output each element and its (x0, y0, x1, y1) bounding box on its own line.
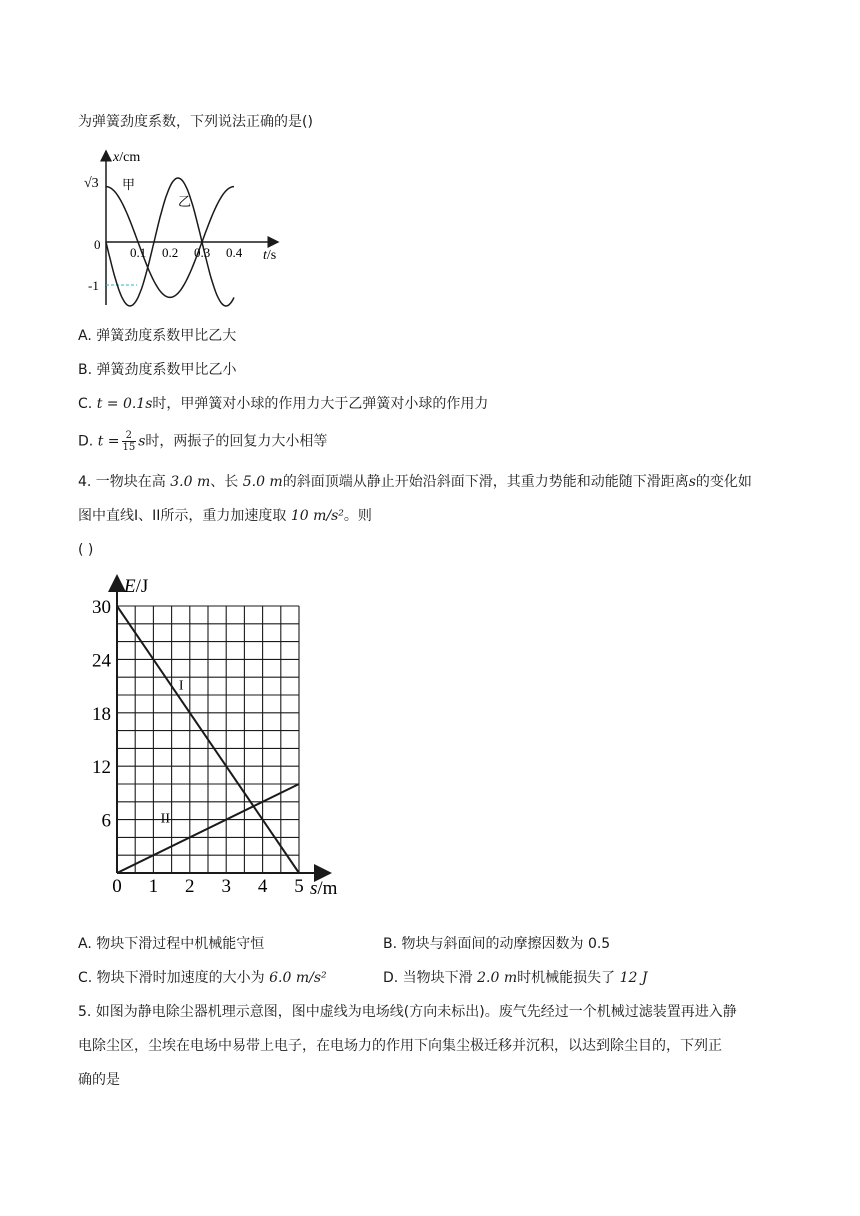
x-tick-0-3: 0.3 (194, 245, 211, 260)
q3-option-d: D. t = $\frac{2}{15}$ s时，两振子的回复力大小相等 (78, 430, 328, 453)
y-tick-label: 6 (101, 810, 111, 832)
q3-option-c: C. t = 0.1s时，甲弹簧对小球的作用力大于乙弹簧对小球的作用力 (78, 396, 489, 412)
x-tick-0-2: 0.2 (162, 245, 179, 260)
curve-jia-label: 甲 (122, 177, 136, 192)
q3-option-a: A. 弹簧劲度系数甲比乙大 (78, 328, 237, 344)
q4-option-b: B. 物块与斜面间的动摩擦因数为 0.5 (383, 936, 611, 952)
chart-x-axis-label: s/m (310, 878, 338, 899)
x-tick-label: 4 (257, 876, 268, 897)
intro-text: 为弹簧劲度系数，下列说法正确的是() (78, 114, 313, 130)
q4-option-d: D. 当物块下滑 2.0 m时机械能损失了 12 J (383, 970, 648, 986)
oscillation-graph (80, 145, 290, 315)
energy-chart (84, 572, 354, 902)
q4-answer-blank: ( ) (78, 542, 94, 558)
series-label-i: I (178, 678, 184, 694)
y-axis-label: x/cm (113, 150, 141, 165)
y-tick-label: 12 (92, 757, 111, 779)
x-tick-label: 1 (148, 876, 159, 897)
y-tick-label: 30 (92, 597, 111, 618)
curve-yi-label: 乙 (178, 194, 192, 209)
y-tick-sqrt3: √3 (84, 176, 99, 191)
q5-stem-line2: 电除尘区，尘埃在电场中易带上电子，在电场力的作用下向集尘极迁移并沉积，以达到除尘目的，下列正 (78, 1038, 722, 1054)
y-tick-label: 18 (92, 703, 111, 725)
q4-option-a: A. 物块下滑过程中机械能守恒 (78, 936, 265, 952)
origin-label: 0 (94, 237, 101, 252)
series-label-ii: II (160, 811, 171, 827)
chart-y-axis-label: E/J (124, 576, 149, 597)
x-tick-label: 2 (185, 876, 195, 897)
q4-option-c: C. 物块下滑时加速度的大小为 6.0 m/s² (78, 970, 327, 986)
x-tick-0-1: 0.1 (130, 245, 147, 260)
q5-stem-line3: 确的是 (78, 1072, 120, 1088)
q4-stem-line2: 图中直线I、II所示，重力加速度取 10 m/s²。则 (78, 508, 372, 524)
x-tick-label: 0 (112, 876, 122, 897)
q4-stem-line1: 4. 一物块在高 3.0 m、长 5.0 m的斜面顶端从静止开始沿斜面下滑，其重力势能和动能随下滑距离s的变化如 (78, 474, 752, 490)
q5-stem-line1: 5. 如图为静电除尘器机理示意图，图中虚线为电场线(方向未标出)。废气先经过一个机械过滤装置再进入静 (78, 1004, 737, 1020)
x-tick-label: 5 (294, 876, 304, 897)
x-tick-label: 3 (221, 876, 231, 897)
x-axis-label: t/s (263, 248, 277, 263)
y-tick-minus1: -1 (88, 278, 99, 293)
y-tick-label: 24 (92, 650, 111, 672)
x-tick-0-4: 0.4 (226, 245, 243, 260)
q3-option-b: B. 弹簧劲度系数甲比乙小 (78, 362, 237, 378)
